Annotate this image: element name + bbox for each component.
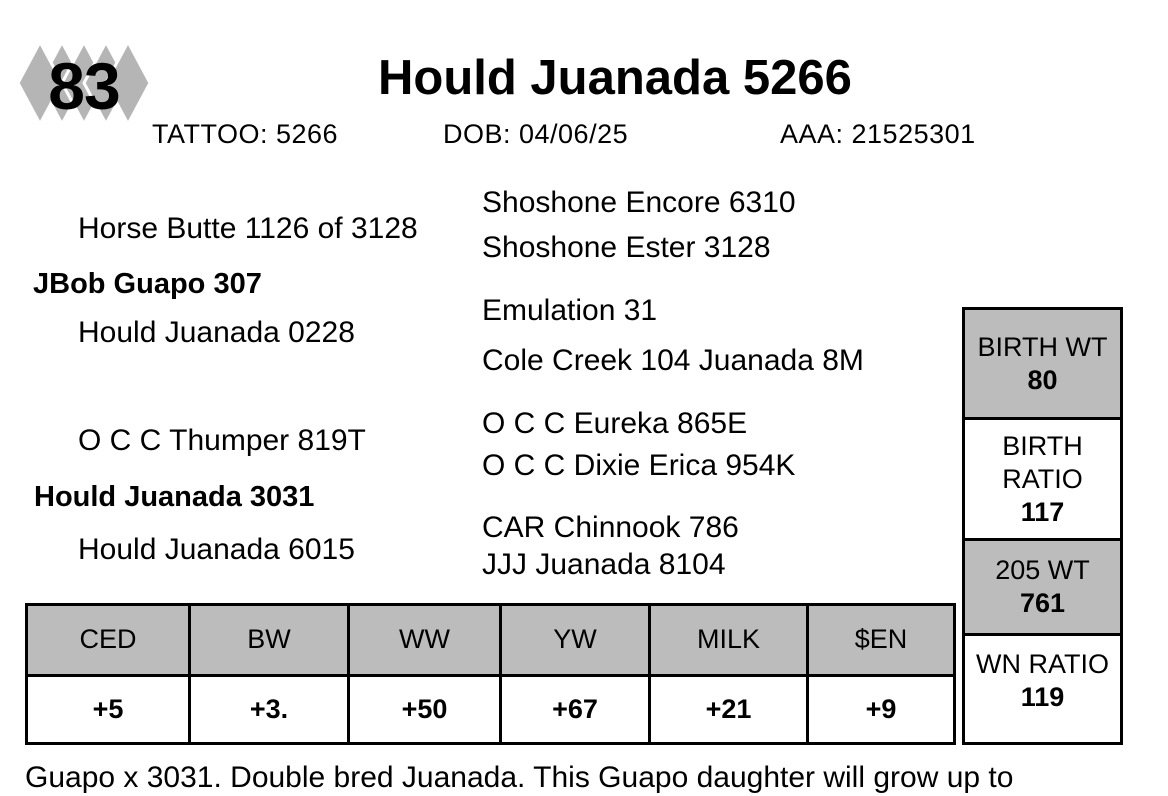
pedigree-dsd: O C C Dixie Erica 954K [482, 449, 796, 482]
weight-205-value: 761 [1019, 588, 1066, 618]
weaning-ratio-stat [965, 636, 1120, 742]
performance-stats [962, 307, 1123, 745]
epd-value-en: +9 [808, 675, 955, 743]
weaning-ratio-label: WN RATIO [976, 649, 1109, 679]
epd-header-ced: CED [27, 605, 190, 676]
pedigree-dam-sire: O C C Thumper 819T [78, 424, 366, 457]
pedigree-dss: O C C Eureka 865E [482, 407, 748, 440]
epd-value-row [27, 675, 955, 743]
birth-weight-value: 80 [1027, 364, 1058, 395]
epd-value-bw: +3. [190, 675, 349, 743]
pedigree-sire: JBob Guapo 307 [33, 268, 262, 300]
epd-header-yw: YW [501, 605, 650, 676]
pedigree-sire-dam: Hould Juanada 0228 [78, 316, 355, 349]
tattoo-text: TATTOO: 5266 [152, 119, 339, 149]
weight-205-stat [965, 541, 1120, 633]
epd-value-ced: +5 [27, 675, 190, 743]
weaning-ratio-value: 119 [1020, 682, 1065, 712]
pedigree-ddd: JJJ Juanada 8104 [482, 548, 726, 581]
weight-205-label: 205 WT [995, 555, 1090, 585]
description-text: Guapo x 3031. Double bred Juanada. This Guapo daughter will grow up to [25, 761, 1014, 794]
epd-header-bw: BW [190, 605, 349, 676]
pedigree-dam-dam: Hould Juanada 6015 [78, 533, 355, 566]
epd-value-milk: +21 [650, 675, 808, 743]
birth-weight-stat [965, 310, 1120, 417]
pedigree-sss: Shoshone Encore 6310 [482, 186, 796, 219]
epd-header-en: $EN [808, 605, 955, 676]
birth-weight-label: BIRTH WT [977, 331, 1108, 362]
dob-text: DOB: 04/06/25 [443, 119, 629, 149]
birth-ratio-value: 117 [1020, 496, 1065, 527]
epd-header-milk: MILK [650, 605, 808, 676]
pedigree-sdd: Cole Creek 104 Juanada 8M [482, 344, 864, 377]
lot-badge [16, 38, 152, 128]
birth-ratio-stat [965, 420, 1120, 538]
birth-ratio-label-2: RATIO [1002, 463, 1083, 494]
pedigree-dds: CAR Chinnook 786 [482, 511, 739, 544]
pedigree-dam: Hould Juanada 3031 [34, 481, 315, 513]
pedigree-sire-sire: Horse Butte 1126 of 3128 [78, 212, 418, 245]
aaa-number-text: AAA: 21525301 [780, 119, 976, 149]
epd-table [25, 603, 956, 745]
epd-value-yw: +67 [501, 675, 650, 743]
epd-header-row [27, 605, 955, 676]
pedigree-sds: Emulation 31 [482, 294, 658, 327]
page-title: Hould Juanada 5266 [378, 51, 852, 105]
birth-ratio-label-1: BIRTH [1002, 430, 1083, 461]
lot-number: 83 [48, 49, 120, 123]
epd-value-ww: +50 [349, 675, 501, 743]
pedigree-ssd: Shoshone Ester 3128 [482, 231, 771, 264]
epd-header-ww: WW [349, 605, 501, 676]
